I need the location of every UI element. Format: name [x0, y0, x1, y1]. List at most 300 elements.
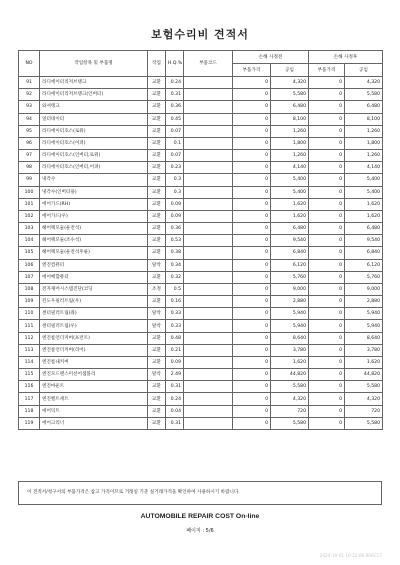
header-no: NO	[19, 51, 40, 77]
row-price-after: 0	[309, 186, 345, 198]
row-labor-after: 4,320	[345, 393, 383, 405]
row-work: 교환	[148, 89, 166, 101]
row-hours: 0.3	[166, 174, 184, 186]
row-labor-before: 2,880	[271, 296, 309, 308]
row-price-after: 0	[309, 369, 345, 381]
row-part-code	[184, 381, 233, 393]
row-hours: 0.24	[166, 393, 184, 405]
row-item: 에어가드(RH)	[40, 198, 148, 210]
header-work: 작업	[148, 51, 166, 77]
row-part-code	[184, 186, 233, 198]
row-labor-after: 8,100	[345, 113, 383, 125]
row-hours: 0.31	[166, 89, 184, 101]
table-row	[19, 369, 383, 381]
header-hours: H.Q.%	[166, 51, 184, 77]
table-row	[19, 296, 383, 308]
row-labor-after: 6,120	[345, 259, 383, 271]
row-part-code	[184, 101, 233, 113]
row-no: 94	[19, 113, 40, 125]
row-part-code	[184, 356, 233, 368]
row-price-before: 0	[233, 405, 271, 417]
row-no: 109	[19, 296, 40, 308]
row-price-after: 0	[309, 223, 345, 235]
row-price-before: 0	[233, 393, 271, 405]
header-price-after: 부품가격	[309, 64, 345, 77]
table-row	[19, 283, 383, 295]
estimate-table	[18, 50, 383, 430]
row-price-after: 0	[309, 210, 345, 222]
table-row	[19, 405, 383, 417]
row-part-code	[184, 405, 233, 417]
row-price-after: 0	[309, 381, 345, 393]
row-item: 에어가드(우)	[40, 210, 148, 222]
row-work: 탈착	[148, 259, 166, 271]
row-price-after: 0	[309, 344, 345, 356]
table-row	[19, 162, 383, 174]
row-price-after: 0	[309, 77, 345, 89]
row-hours: 0.04	[166, 405, 184, 417]
row-hours: 0.3	[166, 186, 184, 198]
row-item: 얼터네이터	[40, 113, 148, 125]
row-labor-before: 5,940	[271, 308, 309, 320]
row-part-code	[184, 332, 233, 344]
price-disclaimer: 이 견적서/청구서의 부품가격은 참고 가격이므로 거래일 기준 실거래가격을 확인하여 사용하시기 바랍니다.	[18, 481, 382, 505]
row-price-after: 0	[309, 296, 345, 308]
page-title: 보험수리비 견적서	[151, 28, 249, 41]
row-item: 엔진룸언더커버(프런트)	[40, 332, 148, 344]
row-no: 108	[19, 283, 40, 295]
row-price-before: 0	[233, 283, 271, 295]
row-hours: 0.07	[166, 150, 184, 162]
row-part-code	[184, 125, 233, 137]
row-part-code	[184, 259, 233, 271]
row-hours: 0.23	[166, 162, 184, 174]
table-row	[19, 174, 383, 186]
row-item: 윈도우필러트림(우)	[40, 296, 148, 308]
row-hours: 2.49	[166, 369, 184, 381]
row-item: 엔진룸언더커버(리어)	[40, 344, 148, 356]
row-price-before: 0	[233, 162, 271, 174]
row-labor-before: 4,320	[271, 77, 309, 89]
row-price-after: 0	[309, 283, 345, 295]
row-price-before: 0	[233, 320, 271, 332]
row-labor-before: 6,480	[271, 223, 309, 235]
row-hours: 0.45	[166, 113, 184, 125]
row-labor-before: 1,800	[271, 137, 309, 149]
row-price-after: 0	[309, 308, 345, 320]
row-no: 112	[19, 332, 40, 344]
row-no: 114	[19, 356, 40, 368]
table-row	[19, 186, 383, 198]
row-price-after: 0	[309, 259, 345, 271]
row-item: 라디에이터호스(인버터,어퍼)	[40, 162, 148, 174]
row-item: 라디에이터호스(로워)	[40, 125, 148, 137]
row-work: 교환	[148, 271, 166, 283]
row-part-code	[184, 271, 233, 283]
row-hours: 0.32	[166, 271, 184, 283]
row-work: 조정	[148, 283, 166, 295]
row-price-after: 0	[309, 332, 345, 344]
row-price-before: 0	[233, 89, 271, 101]
row-labor-before: 5,400	[271, 186, 309, 198]
row-no: 107	[19, 271, 40, 283]
row-price-before: 0	[233, 186, 271, 198]
row-part-code	[184, 162, 233, 174]
table-row	[19, 101, 383, 113]
row-price-before: 0	[233, 125, 271, 137]
row-labor-after: 9,000	[345, 283, 383, 295]
row-part-code	[184, 235, 233, 247]
row-part-code	[184, 89, 233, 101]
row-item: 헤어랙모듈(운전석)	[40, 223, 148, 235]
row-item: 에어덕트	[40, 405, 148, 417]
row-work: 교환	[148, 186, 166, 198]
footer-brand: AUTOMOBILE REPAIR COST On-line	[140, 513, 260, 520]
row-labor-before: 44,820	[271, 369, 309, 381]
row-price-before: 0	[233, 259, 271, 271]
row-labor-after: 6,480	[345, 223, 383, 235]
header-labor-after: 공임	[345, 64, 383, 77]
row-labor-before: 4,140	[271, 162, 309, 174]
row-labor-after: 5,940	[345, 320, 383, 332]
row-price-after: 0	[309, 137, 345, 149]
row-labor-after: 720	[345, 405, 383, 417]
row-no: 97	[19, 150, 40, 162]
table-row	[19, 417, 383, 429]
row-labor-before: 6,480	[271, 101, 309, 113]
row-work: 교환	[148, 381, 166, 393]
row-hours: 0.21	[166, 344, 184, 356]
table-row	[19, 113, 383, 125]
row-labor-after: 9,540	[345, 235, 383, 247]
row-labor-after: 6,480	[345, 101, 383, 113]
row-price-before: 0	[233, 296, 271, 308]
row-no: 116	[19, 381, 40, 393]
row-price-before: 0	[233, 332, 271, 344]
row-hours: 0.09	[166, 210, 184, 222]
row-item: 엔진벨트세트	[40, 393, 148, 405]
row-work: 교환	[148, 101, 166, 113]
row-labor-after: 1,620	[345, 356, 383, 368]
row-item: 에어배합퓨터	[40, 271, 148, 283]
table-row	[19, 381, 383, 393]
row-item: 라디에이터호스(어퍼)	[40, 137, 148, 149]
row-no: 91	[19, 77, 40, 89]
row-part-code	[184, 210, 233, 222]
header-after-assessment: 손해 사정후	[309, 51, 383, 64]
row-price-before: 0	[233, 271, 271, 283]
row-labor-before: 9,000	[271, 283, 309, 295]
row-labor-before: 4,320	[271, 393, 309, 405]
row-work: 교환	[148, 174, 166, 186]
row-part-code	[184, 137, 233, 149]
row-price-before: 0	[233, 174, 271, 186]
row-price-before: 0	[233, 223, 271, 235]
row-hours: 0.07	[166, 125, 184, 137]
row-part-code	[184, 174, 233, 186]
row-item: 센터필러트림(좌)	[40, 308, 148, 320]
table-row	[19, 247, 383, 259]
row-labor-after: 8,640	[345, 332, 383, 344]
row-item: 엔진모드랜스미션어셈블리	[40, 369, 148, 381]
table-row	[19, 320, 383, 332]
row-price-after: 0	[309, 320, 345, 332]
row-price-before: 0	[233, 113, 271, 125]
table-body	[19, 77, 383, 430]
row-work: 교환	[148, 198, 166, 210]
row-work: 교환	[148, 137, 166, 149]
table-row	[19, 332, 383, 344]
row-price-after: 0	[309, 198, 345, 210]
row-item: 헤어랙모듈(조수석)	[40, 235, 148, 247]
row-price-before: 0	[233, 308, 271, 320]
header-price-before: 부품가격	[233, 64, 271, 77]
row-price-after: 0	[309, 235, 345, 247]
row-part-code	[184, 77, 233, 89]
header-part-code: 부품코드	[184, 51, 233, 77]
row-part-code	[184, 344, 233, 356]
row-part-code	[184, 296, 233, 308]
row-labor-after: 6,840	[345, 247, 383, 259]
row-no: 103	[19, 223, 40, 235]
row-price-before: 0	[233, 247, 271, 259]
row-labor-after: 5,580	[345, 381, 383, 393]
row-part-code	[184, 417, 233, 429]
row-item: 에어크리너	[40, 417, 148, 429]
row-work: 교환	[148, 405, 166, 417]
row-price-before: 0	[233, 198, 271, 210]
row-work: 교환	[148, 247, 166, 259]
row-price-before: 0	[233, 235, 271, 247]
row-hours: 0.33	[166, 320, 184, 332]
row-work: 교환	[148, 417, 166, 429]
row-price-before: 0	[233, 77, 271, 89]
row-labor-after: 1,620	[345, 210, 383, 222]
row-item: 헤어랙모듈(운전석후륜)	[40, 247, 148, 259]
row-labor-after: 4,320	[345, 77, 383, 89]
row-work: 교환	[148, 113, 166, 125]
row-part-code	[184, 113, 233, 125]
row-no: 104	[19, 235, 40, 247]
row-labor-before: 3,780	[271, 344, 309, 356]
row-labor-before: 6,120	[271, 259, 309, 271]
row-price-before: 0	[233, 137, 271, 149]
row-part-code	[184, 283, 233, 295]
table-row	[19, 125, 383, 137]
row-labor-before: 6,840	[271, 247, 309, 259]
table-row	[19, 271, 383, 283]
table-row	[19, 223, 383, 235]
row-hours: 0.48	[166, 332, 184, 344]
row-work: 교환	[148, 332, 166, 344]
row-labor-before: 5,400	[271, 174, 309, 186]
row-labor-before: 5,580	[271, 89, 309, 101]
row-labor-before: 5,580	[271, 381, 309, 393]
row-labor-before: 9,540	[271, 235, 309, 247]
row-price-after: 0	[309, 356, 345, 368]
row-labor-before: 720	[271, 405, 309, 417]
row-labor-before: 5,580	[271, 417, 309, 429]
row-price-before: 0	[233, 210, 271, 222]
row-price-after: 0	[309, 101, 345, 113]
row-no: 117	[19, 393, 40, 405]
row-item: 전자제어시스템진단(코딩	[40, 283, 148, 295]
header-labor-before: 공임	[271, 64, 309, 77]
row-item: 냉각수(인버터용)	[40, 186, 148, 198]
row-price-after: 0	[309, 89, 345, 101]
row-work: 교환	[148, 344, 166, 356]
row-work: 교환	[148, 223, 166, 235]
row-no: 101	[19, 198, 40, 210]
row-hours: 0.16	[166, 296, 184, 308]
row-labor-after: 1,620	[345, 198, 383, 210]
table-row	[19, 198, 383, 210]
row-work: 교환	[148, 296, 166, 308]
row-no: 100	[19, 186, 40, 198]
row-work: 탈착	[148, 369, 166, 381]
row-part-code	[184, 320, 233, 332]
row-work: 교환	[148, 150, 166, 162]
row-hours: 0.31	[166, 381, 184, 393]
row-work: 교환	[148, 162, 166, 174]
row-item: 엔진컴퓨터	[40, 259, 148, 271]
row-no: 111	[19, 320, 40, 332]
row-part-code	[184, 308, 233, 320]
row-price-after: 0	[309, 113, 345, 125]
row-labor-before: 8,100	[271, 113, 309, 125]
row-labor-after: 5,940	[345, 308, 383, 320]
row-no: 92	[19, 89, 40, 101]
row-part-code	[184, 247, 233, 259]
row-part-code	[184, 150, 233, 162]
row-part-code	[184, 393, 233, 405]
row-item: 라디에이터리저브탱크(인버터)	[40, 89, 148, 101]
row-labor-before: 1,620	[271, 356, 309, 368]
row-labor-after: 2,880	[345, 296, 383, 308]
table-row	[19, 77, 383, 89]
row-work: 탈착	[148, 320, 166, 332]
row-price-before: 0	[233, 417, 271, 429]
row-price-after: 0	[309, 393, 345, 405]
row-no: 118	[19, 405, 40, 417]
row-hours: 0.1	[166, 137, 184, 149]
row-hours: 0.09	[166, 198, 184, 210]
row-hours: 0.36	[166, 223, 184, 235]
row-price-after: 0	[309, 150, 345, 162]
table-row	[19, 308, 383, 320]
row-item: 라디에이터리저브탱크	[40, 77, 148, 89]
row-part-code	[184, 369, 233, 381]
row-no: 95	[19, 125, 40, 137]
row-item: 냉각수	[40, 174, 148, 186]
row-hours: 0.5	[166, 283, 184, 295]
row-labor-after: 5,400	[345, 186, 383, 198]
row-hours: 0.34	[166, 259, 184, 271]
header-before-assessment: 손해 사정전	[233, 51, 309, 64]
row-labor-after: 5,760	[345, 271, 383, 283]
row-labor-after: 44,820	[345, 369, 383, 381]
row-no: 99	[19, 174, 40, 186]
row-item: 와셔탱크	[40, 101, 148, 113]
row-labor-after: 5,580	[345, 417, 383, 429]
row-work: 교환	[148, 235, 166, 247]
row-price-before: 0	[233, 381, 271, 393]
row-no: 110	[19, 308, 40, 320]
row-hours: 0.09	[166, 356, 184, 368]
row-no: 106	[19, 259, 40, 271]
row-price-after: 0	[309, 247, 345, 259]
row-no: 105	[19, 247, 40, 259]
print-timestamp: 2024-10-01 10:22:06 R06C17	[319, 553, 382, 558]
row-price-before: 0	[233, 150, 271, 162]
row-price-after: 0	[309, 125, 345, 137]
row-price-after: 0	[309, 271, 345, 283]
row-labor-after: 3,780	[345, 344, 383, 356]
row-item: 엔진룸내커버	[40, 356, 148, 368]
row-labor-after: 5,580	[345, 89, 383, 101]
row-labor-after: 4,140	[345, 162, 383, 174]
row-item: 라디에이터호스(인버터,로워)	[40, 150, 148, 162]
row-labor-after: 1,260	[345, 125, 383, 137]
row-work: 탈착	[148, 308, 166, 320]
row-work: 교환	[148, 77, 166, 89]
row-labor-after: 1,260	[345, 150, 383, 162]
row-labor-before: 5,940	[271, 320, 309, 332]
row-hours: 0.33	[166, 308, 184, 320]
row-no: 93	[19, 101, 40, 113]
row-hours: 0.31	[166, 417, 184, 429]
row-no: 96	[19, 137, 40, 149]
row-no: 113	[19, 344, 40, 356]
row-work: 교환	[148, 210, 166, 222]
row-no: 115	[19, 369, 40, 381]
row-price-before: 0	[233, 369, 271, 381]
row-price-before: 0	[233, 344, 271, 356]
row-hours: 0.53	[166, 235, 184, 247]
row-price-before: 0	[233, 356, 271, 368]
row-hours: 0.24	[166, 77, 184, 89]
row-labor-before: 1,260	[271, 125, 309, 137]
table-row	[19, 344, 383, 356]
table-row	[19, 356, 383, 368]
row-no: 98	[19, 162, 40, 174]
table-row	[19, 259, 383, 271]
row-price-after: 0	[309, 417, 345, 429]
row-part-code	[184, 198, 233, 210]
row-labor-before: 1,260	[271, 150, 309, 162]
row-labor-after: 5,400	[345, 174, 383, 186]
row-work: 교환	[148, 125, 166, 137]
row-price-after: 0	[309, 405, 345, 417]
row-labor-before: 8,640	[271, 332, 309, 344]
row-part-code	[184, 223, 233, 235]
row-labor-after: 1,800	[345, 137, 383, 149]
row-price-before: 0	[233, 101, 271, 113]
row-item: 엔진마운트	[40, 381, 148, 393]
table-row	[19, 89, 383, 101]
row-no: 102	[19, 210, 40, 222]
row-labor-before: 1,620	[271, 210, 309, 222]
row-labor-before: 1,620	[271, 198, 309, 210]
table-row	[19, 210, 383, 222]
table-row	[19, 150, 383, 162]
table-row	[19, 393, 383, 405]
row-item: 센터필러트림(우)	[40, 320, 148, 332]
row-work: 교환	[148, 393, 166, 405]
table-row	[19, 137, 383, 149]
header-item: 작업항목 및 부품명	[40, 51, 148, 77]
row-work: 교환	[148, 356, 166, 368]
